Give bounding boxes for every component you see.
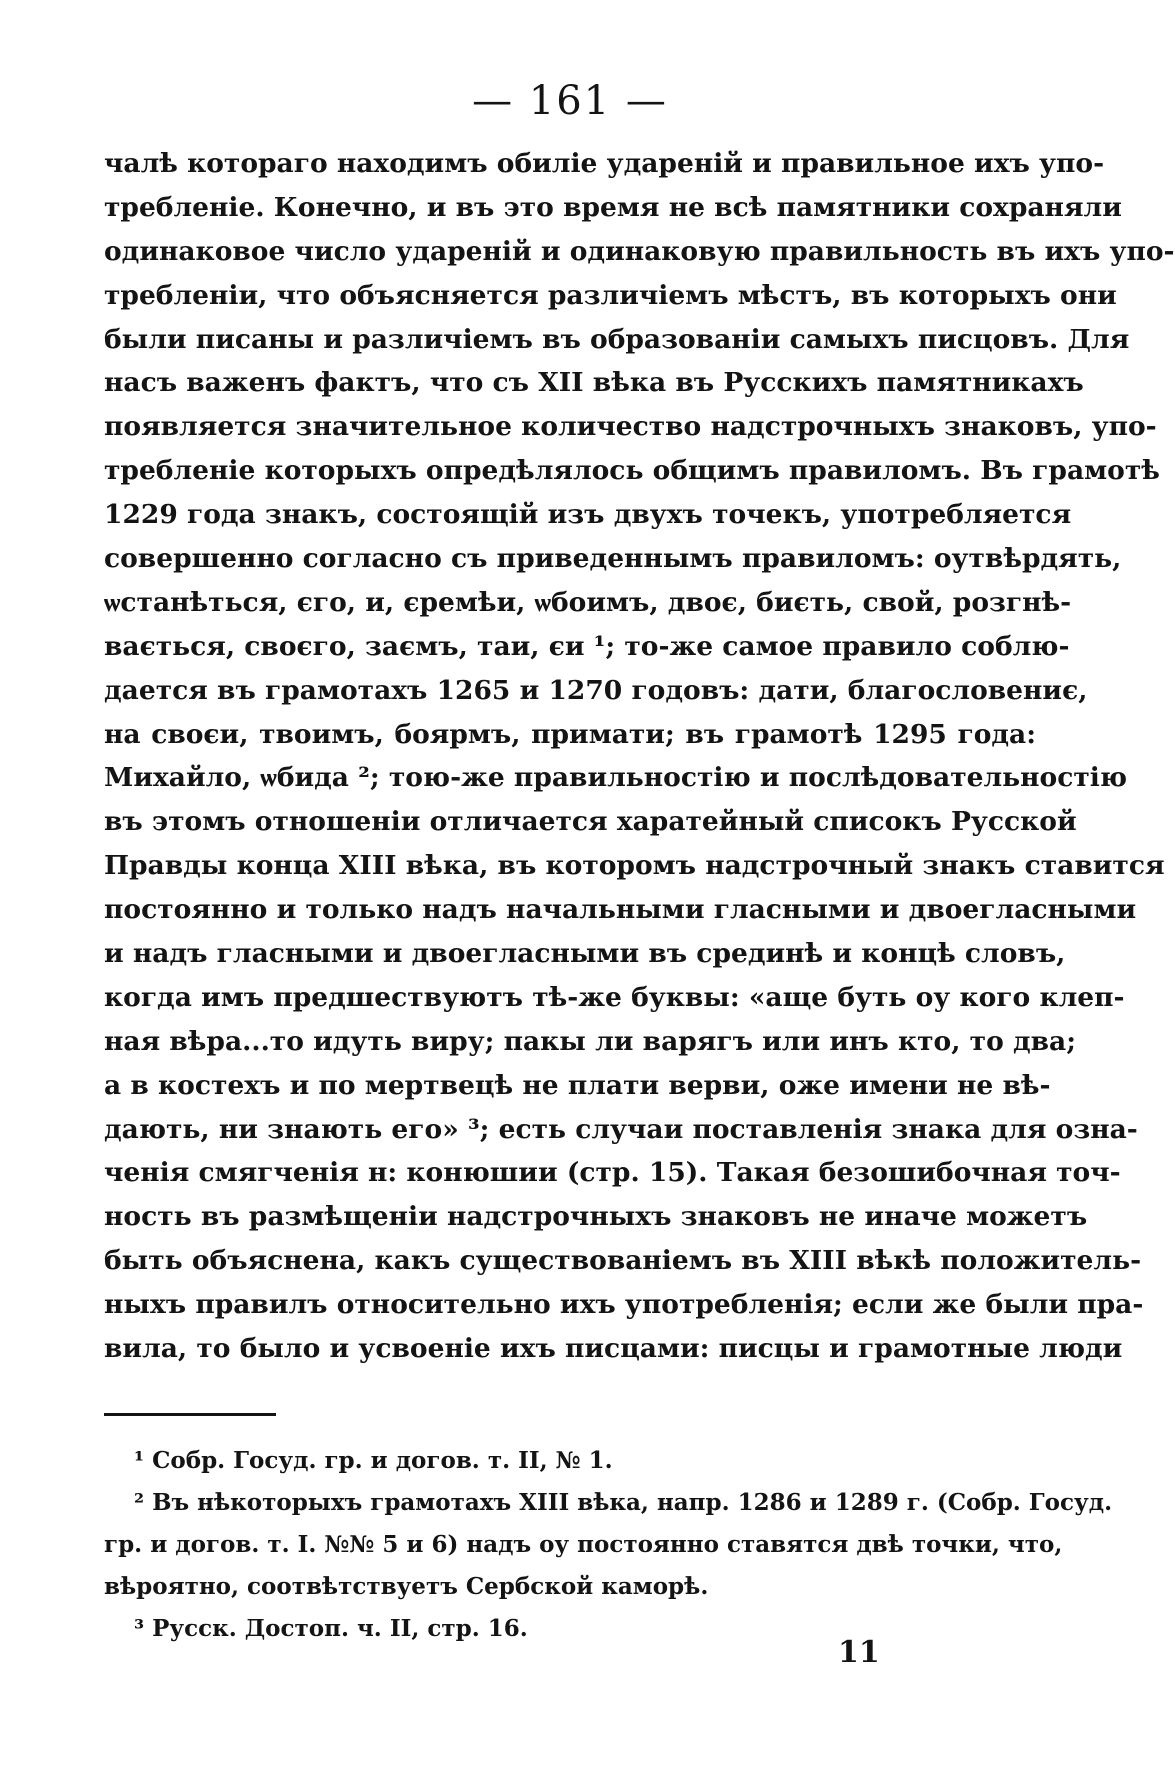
signature-mark: 11: [838, 1635, 880, 1670]
text-line: требленіе. Конечно, и въ это время не всѣ памятники сохраняли: [104, 191, 1122, 223]
footnote-divider: [104, 1413, 276, 1416]
text-line: чалѣ котораго находимъ обиліе удареній и правильное ихъ упо-: [104, 148, 1105, 179]
text-line: 1229 года знакъ, состоящій изъ двухъ точекъ, употребляется: [104, 499, 1072, 531]
text-line: были писаны и различіемъ въ образованіи самыхъ писцовъ. Для: [104, 323, 1130, 355]
page-number: — 161 —: [472, 78, 668, 124]
text-line: появляется значительное количество надстрочныхъ знаковъ, упо-: [104, 411, 1157, 443]
text-line: дають, ни знають его» ³; есть случаи поставленія знака для озна-: [104, 1113, 1138, 1145]
text-line: постоянно и только надъ начальными гласными и двоегласными: [104, 894, 1137, 926]
footnotes: [104, 1440, 1113, 1650]
footnote-3: ³ Русск. Достоп. ч. II, стр. 16.: [134, 1615, 528, 1642]
text-line: дается въ грамотахъ 1265 и 1270 годовъ: дати, благословениє,: [104, 674, 1088, 706]
text-line: Правды конца XIII вѣка, въ которомъ надстрочный знакъ ставится: [104, 850, 1165, 882]
text-line: одинаковое число удареній и одинаковую правильность въ ихъ упо-: [104, 235, 1175, 267]
footnote-2-cont: гр. и догов. т. I. №№ 5 и 6) надъ оу постоянно ставятся двѣ точки, что,: [104, 1531, 1063, 1558]
footnote-2-cont: вѣроятно, соотвѣтствуетъ Сербской каморѣ.: [104, 1573, 709, 1600]
text-line: вається, своєго, заємъ, таи, єи ¹; то-же самое правило соблю-: [104, 630, 1070, 662]
footnote-2: ² Въ нѣкоторыхъ грамотахъ XIII вѣка, напр. 1286 и 1289 г. (Собр. Госуд.: [134, 1489, 1113, 1516]
text-line: и надъ гласными и двоегласными въ срединѣ и концѣ словъ,: [104, 938, 1066, 970]
text-line: быть объяснена, какъ существованіемъ въ XIII вѣкѣ положитель-: [104, 1245, 1142, 1277]
text-line: на своєи, твоимъ, боярмъ, примати; въ грамотѣ 1295 года:: [104, 718, 1036, 750]
text-line: вила, то было и усвоеніе ихъ писцами: писцы и грамотные люди: [104, 1333, 1123, 1365]
text-line: требленіи, что объясняется различіемъ мѣстъ, въ которыхъ они: [104, 279, 1117, 311]
text-line: совершенно согласно съ приведеннымъ правиломъ: оутвѣрдять,: [104, 543, 1122, 575]
text-line: ченія смягченія н: конюшии (стр. 15). Такая безошибочная точ-: [104, 1157, 1121, 1189]
text-line: Михайло, ѡбида ²; тою-же правильностію и послѣдовательностію: [104, 762, 1128, 794]
body-text: [104, 142, 1175, 1371]
text-line: требленіе которыхъ опредѣлялось общимъ правиломъ. Въ грамотѣ: [104, 455, 1160, 487]
text-line: когда имъ предшествуютъ тѣ-же буквы: «аще буть оу кого клеп-: [104, 981, 1125, 1013]
text-line: ныхъ правилъ относительно ихъ употребленія; если же были пра-: [104, 1289, 1144, 1321]
text-line: насъ важенъ фактъ, что съ XII вѣка въ Русскихъ памятникахъ: [104, 367, 1084, 399]
footnote-1: ¹ Собр. Госуд. гр. и догов. т. II, № 1.: [134, 1447, 613, 1474]
text-line: въ этомъ отношеніи отличается харатейный списокъ Русской: [104, 806, 1077, 838]
text-line: ная вѣра...то идуть виру; пакы ли варягъ или инъ кто, то два;: [104, 1025, 1076, 1057]
text-line: а в костехъ и по мертвецѣ не плати верви, оже имени не вѣ-: [104, 1069, 1051, 1101]
text-line: ѡстанѣться, єго, и, єремѣи, ѡбоимъ, двоє, биєть, свой, розгнѣ-: [104, 586, 1072, 618]
text-line: ность въ размѣщеніи надстрочныхъ знаковъ не иначе можетъ: [104, 1201, 1088, 1233]
